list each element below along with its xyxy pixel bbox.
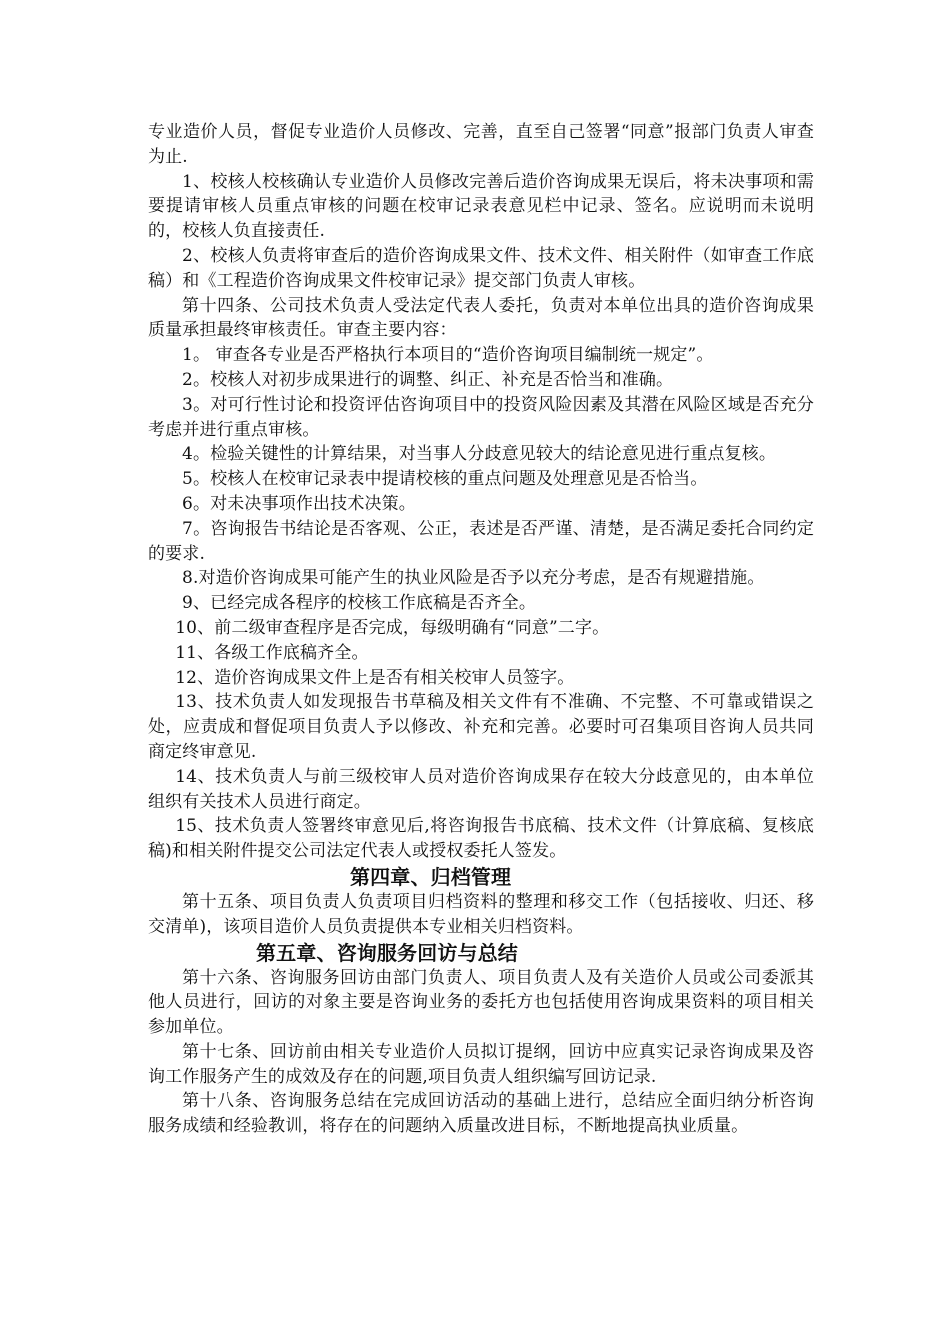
paragraph-review-6: 6。对未决事项作出技术决策。: [182, 493, 416, 514]
paragraph-article-14: 第十四条、公司技术负责人受法定代表人委托，负责对本单位出具的造价咨询成果质量承担最终审核责任。审查主要内容：: [148, 295, 814, 341]
paragraph-review-8: 8.对造价咨询成果可能产生的执业风险是否予以充分考虑，是否有规避措施。: [182, 568, 765, 589]
paragraph-review-11: 11、各级工作底稿齐全。: [175, 642, 369, 663]
paragraph-item-1: 1、校核人校核确认专业造价人员修改完善后造价咨询成果无误后，将未决事项和需要提请审核人员重点审核的问题在校审记录表意见栏中记录、签名。应说明而未说明的，校核人负直接责任.: [148, 171, 814, 242]
paragraph-article-18: 第十八条、咨询服务总结在完成回访活动的基础上进行，总结应全面归纳分析咨询服务成绩和经验教训，将存在的问题纳入质量改进目标，不断地提高执业质量。: [148, 1091, 814, 1137]
paragraph-review-15: 15、技术负责人签署终审意见后,将咨询报告书底稿、技术文件（计算底稿、复核底稿)和相关附件提交公司法定代表人或授权委托人签发。: [148, 816, 814, 862]
paragraph-review-7: 7。咨询报告书结论是否客观、公正，表述是否严谨、清楚，是否满足委托合同约定的要求.: [148, 518, 814, 564]
paragraph-review-14: 14、技术负责人与前三级校审人员对造价咨询成果存在较大分歧意见的，由本单位组织有关技术人员进行商定。: [148, 766, 814, 812]
paragraph-continuation: 专业造价人员，督促专业造价人员修改、完善，直至自己签署“同意”报部门负责人审查为止.: [148, 122, 814, 167]
paragraph-review-5: 5。校核人在校审记录表中提请校核的重点问题及处理意见是否恰当。: [182, 469, 708, 490]
chapter-5-heading: 第五章、咨询服务回访与总结: [256, 940, 518, 965]
paragraph-article-16: 第十六条、咨询服务回访由部门负责人、项目负责人及有关造价人员或公司委派其他人员进行，回访的对象主要是咨询业务的委托方也包括使用咨询成果资料的项目相关参加单位。: [148, 967, 814, 1038]
paragraph-review-12: 12、造价咨询成果文件上是否有相关校审人员签字。: [175, 667, 575, 688]
paragraph-review-4: 4。检验关键性的计算结果，对当事人分歧意见较大的结论意见进行重点复核。: [182, 444, 777, 465]
paragraph-review-13: 13、技术负责人如发现报告书草稿及相关文件有不准确、不完整、不可靠或错误之处，应责成和督促项目负责人予以修改、补充和完善。必要时可召集项目咨询人员共同商定终审意见.: [148, 692, 814, 762]
paragraph-review-3: 3。对可行性讨论和投资评估咨询项目中的投资风险因素及其潜在风险区域是否充分考虑并进行重点审核。: [148, 394, 814, 440]
paragraph-review-1: 1。 审查各专业是否严格执行本项目的“造价咨询项目编制统一规定”。: [182, 345, 714, 366]
paragraph-review-2: 2。校核人对初步成果进行的调整、纠正、补充是否恰当和准确。: [182, 369, 674, 390]
paragraph-article-15: 第十五条、项目负责人负责项目归档资料的整理和移交工作（包括接收、归还、移交清单)，该项目造价人员负责提供本专业相关归档资料。: [148, 891, 814, 937]
paragraph-article-17: 第十七条、回访前由相关专业造价人员拟订提纲，回访中应真实记录咨询成果及咨询工作服务产生的成效及存在的问题,项目负责人组织编写回访记录.: [148, 1041, 814, 1087]
paragraph-review-10: 10、前二级审查程序是否完成，每级明确有“同意”二字。: [175, 617, 610, 638]
document-page: [148, 120, 814, 1139]
paragraph-review-9: 9、已经完成各程序的校核工作底稿是否齐全。: [182, 593, 536, 614]
paragraph-item-2: 2、校核人负责将审查后的造价咨询成果文件、技术文件、相关附件（如审查工作底稿）和《工程造价咨询成果文件校审记录》提交部门负责人审核。: [148, 245, 814, 291]
chapter-4-heading: 第四章、归档管理: [350, 864, 512, 889]
